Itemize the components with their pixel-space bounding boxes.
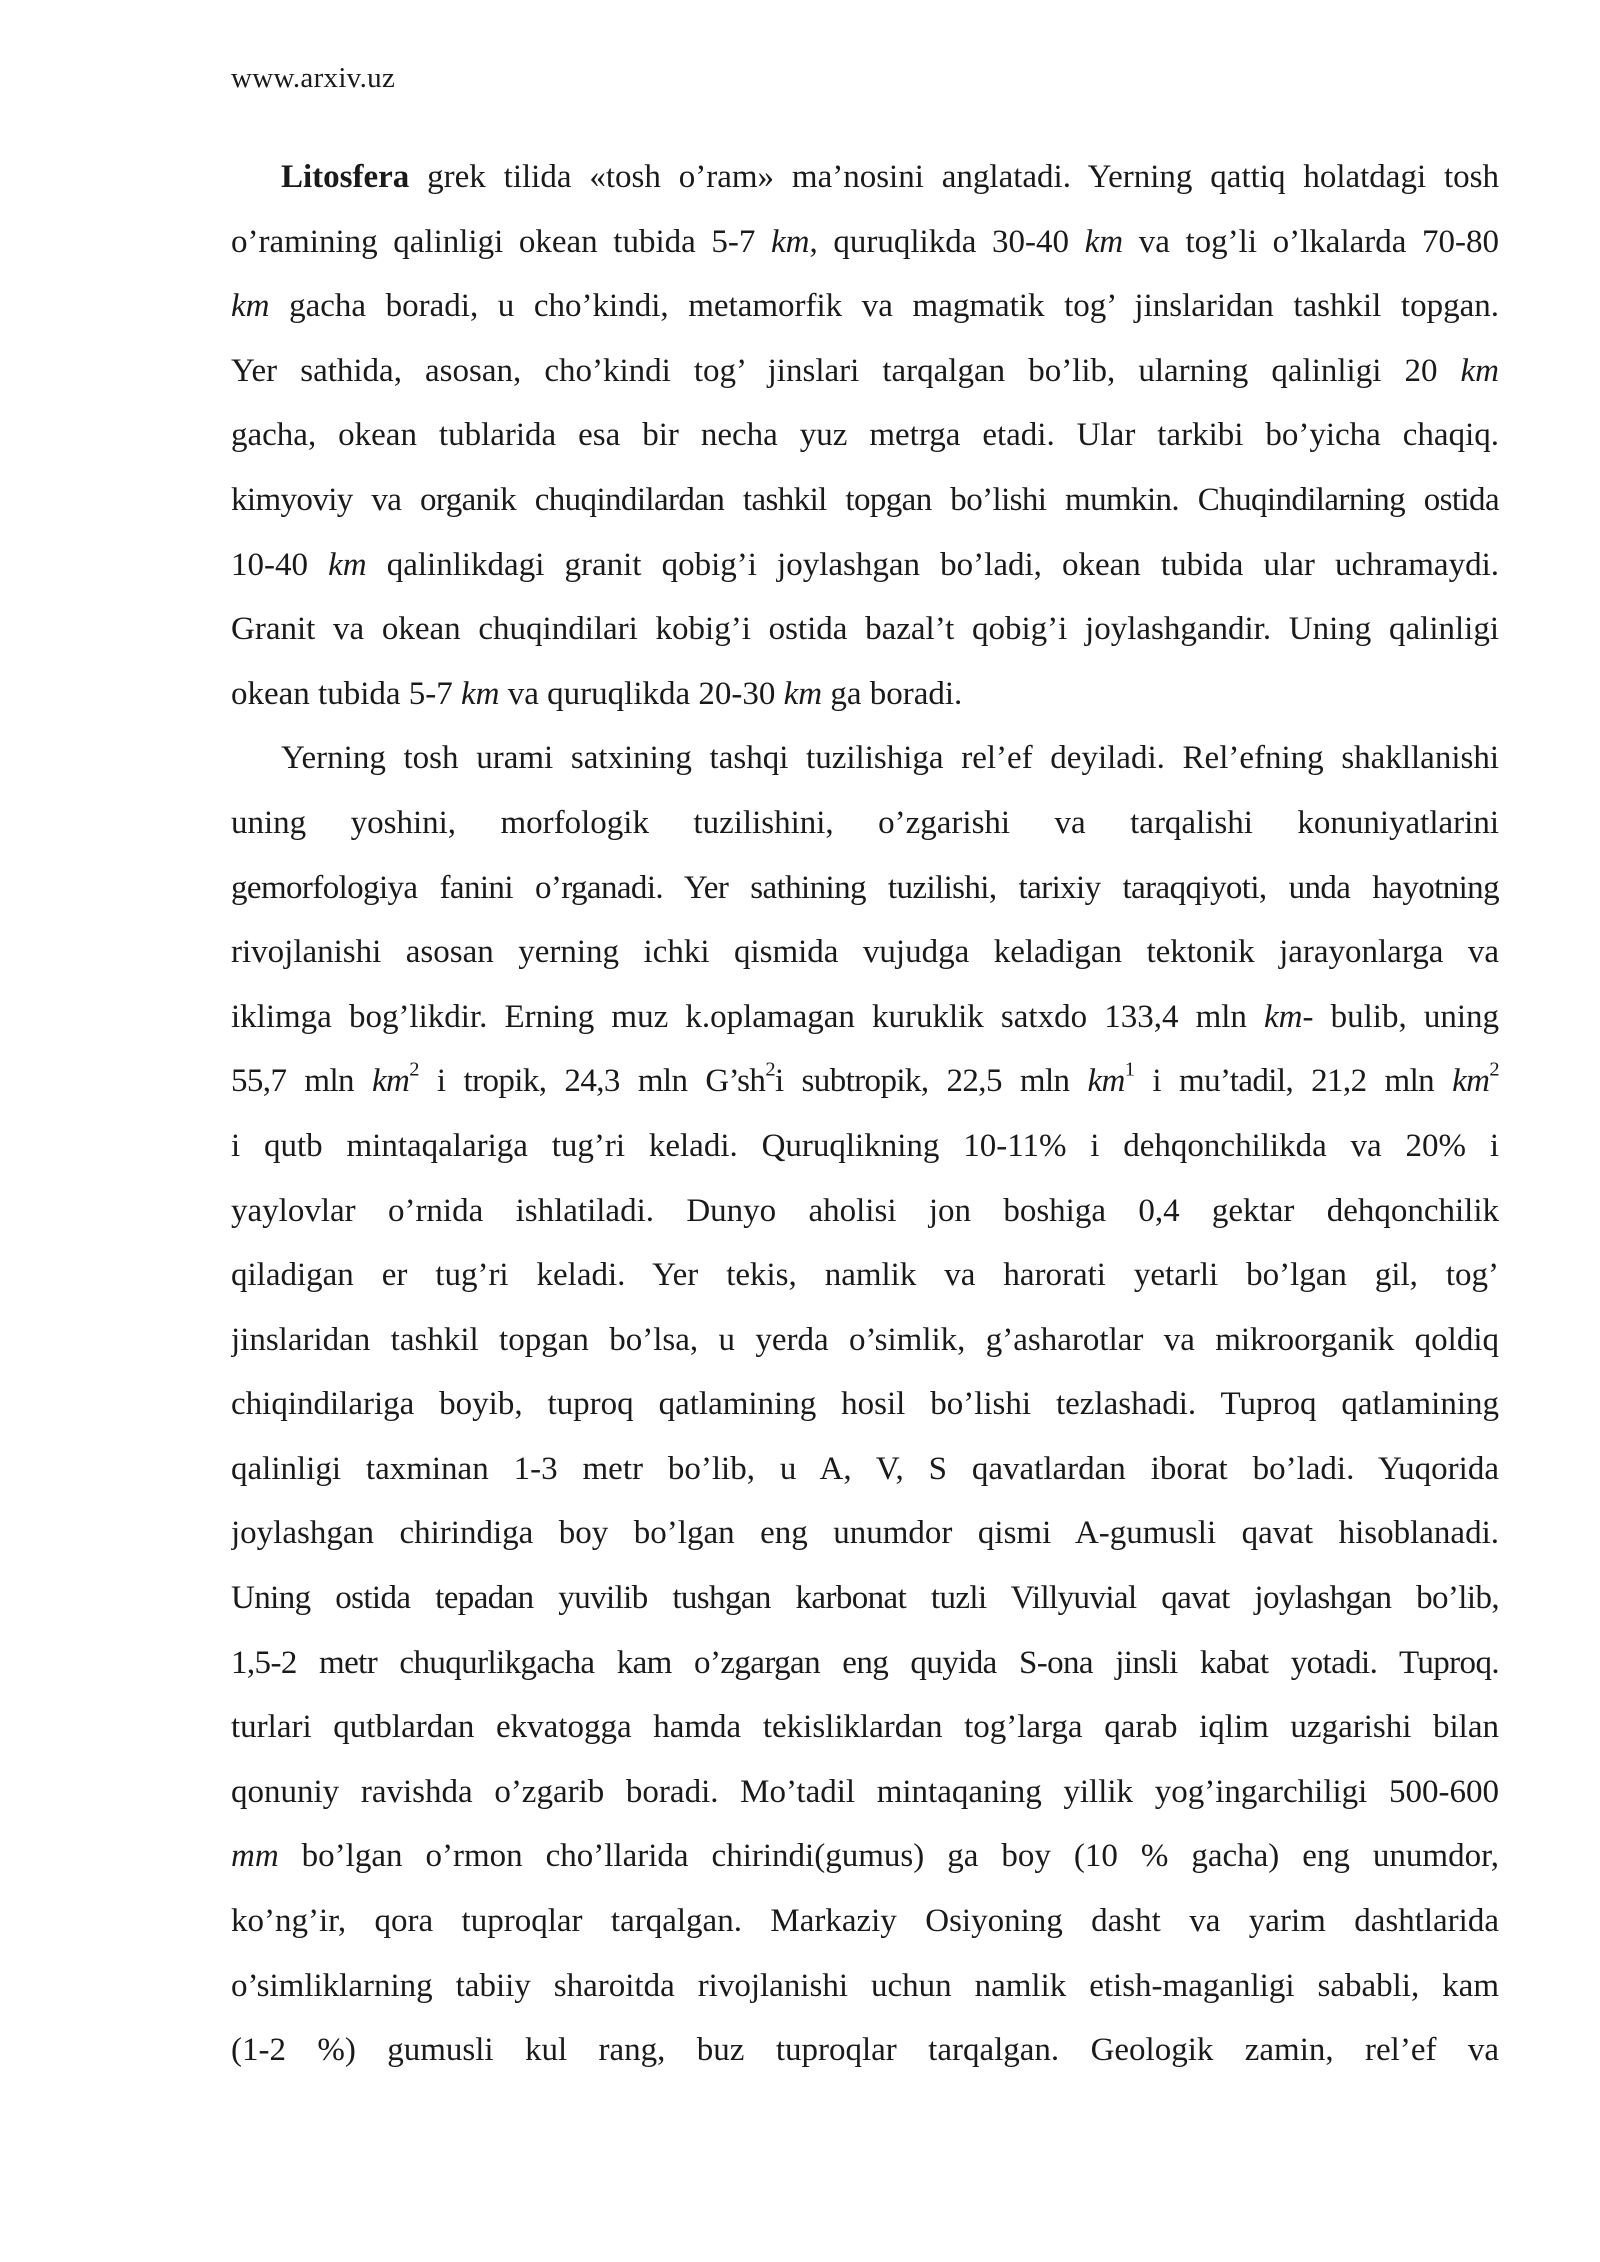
text-line: okean tubida 5-7 km va quruqlikda 20-30 km ga boradi. — [231, 675, 963, 712]
site-header: www.arxiv.uz — [231, 62, 396, 94]
text-line: Granit va okean chuqindilari kobig’i ostida bazal’t qobig’i joylashgandir. Uning qalinligi — [231, 611, 1499, 648]
text-line: o’simliklarning tabiiy sharoitda rivojlanishi uchun namlik etish-maganligi sababli, kam — [231, 1967, 1499, 2004]
text-line: (1-2 %) gumusli kul rang, buz tuproqlar tarqalgan. Geologik zamin, rel’ef va — [231, 2032, 1499, 2069]
text-line: 55,7 mln $km^2$ i tropik, 24,3 mln $G’sh^2i$ subtropik, 22,5 mln $km^1$ i mu’tadil, 21,2 mln $km^2$ — [231, 1058, 1499, 1100]
text-line: Yer sathida, asosan, cho’kindi tog’ jinslari tarqalgan bo’lib, ularning qalinligi 20 km — [231, 352, 1499, 389]
text-line: Yerning tosh urami satxining tashqi tuzilishiga rel’ef deyiladi. Rel’efning shakllanishi — [281, 740, 1499, 777]
text-line: rivojlanishi asosan yerning ichki qismida vujudga keladigan tektonik jarayonlarga va — [231, 934, 1499, 971]
text-line: qalinligi taxminan 1-3 metr bo’lib, u A, V, S qavatlardan iborat bo’ladi. Yuqorida — [231, 1450, 1499, 1487]
text-line: turlari qutblardan ekvatogga hamda tekisliklardan tog’larga qarab iqlim uzgarishi bilan — [231, 1709, 1499, 1746]
paragraph-relef — [231, 726, 1499, 2082]
text-line: qonuniy ravishda o’zgarib boradi. Mo’tadil mintaqaning yillik yog’ingarchiligi 500-600 — [231, 1773, 1499, 1810]
text-line: i qutb mintaqalariga tug’ri keladi. Quruqlikning 10-11% i dehqonchilikda va 20% i — [231, 1127, 1499, 1164]
text-line: Litosfera grek tilida «tosh o’ram» ma’nosini anglatadi. Yerning qattiq holatdagi tosh — [281, 159, 1499, 195]
text-line: Uning ostida tepadan yuvilib tushgan karbonat tuzli Villyuvial qavat joylashgan bo’lib, — [231, 1580, 1499, 1617]
text-line: ko’ng’ir, qora tuproqlar tarqalgan. Markaziy Osiyoning dasht va yarim dashtlarida — [231, 1903, 1499, 1940]
text-line: qiladigan er tug’ri keladi. Yer tekis, namlik va harorati yetarli bo’lgan gil, tog’ — [231, 1257, 1499, 1294]
body-text — [231, 145, 1499, 2083]
text-line: chiqindilariga boyib, tuproq qatlamining hosil bo’lishi tezlashadi. Tuproq qatlamining — [231, 1386, 1499, 1423]
text-line: yaylovlar o’rnida ishlatiladi. Dunyo aholisi jon boshiga 0,4 gektar dehqonchilik — [231, 1192, 1499, 1229]
text-line: jinslaridan tashkil topgan bo’lsa, u yerda o’simlik, g’asharotlar va mikroorganik qoldiq — [231, 1321, 1499, 1358]
text-line: gacha, okean tublarida esa bir necha yuz metrga etadi. Ular tarkibi bo’yicha chaqiq. — [231, 417, 1499, 454]
text-line: uning yoshini, morfologik tuzilishini, o’zgarishi va tarqalishi konuniyatlarini — [231, 804, 1499, 841]
text-line: kimyoviy va organik chuqindilardan tashkil topgan bo’lishi mumkin. Chuqindilarning ostida — [231, 481, 1499, 518]
text-line: o’ramining qalinligi okean tubida 5-7 km, quruqlikda 30-40 km va tog’li o’lkalarda 70-80 — [231, 223, 1499, 260]
text-line: km gacha boradi, u cho’kindi, metamorfik va magmatik tog’ jinslaridan tashkil topgan. — [231, 288, 1499, 325]
term-litosfera: Litosfera — [281, 159, 410, 195]
text-line: joylashgan chirindiga boy bo’lgan eng unumdor qismi A-gumusli qavat hisoblanadi. — [231, 1515, 1499, 1552]
text-line: 10-40 km qalinlikdagi granit qobig’i joylashgan bo’ladi, okean tubida ular uchramaydi. — [231, 546, 1499, 583]
text-line: gemorfologiya fanini o’rganadi. Yer sathining tuzilishi, tarixiy taraqqiyoti, unda hayotning — [231, 869, 1499, 906]
text-line: mm bo’lgan o’rmon cho’llarida chirindi(gumus) ga boy (10 % gacha) eng unumdor, — [231, 1838, 1499, 1875]
text-line: 1,5-2 metr chuqurlikgacha kam o’zgargan eng quyida S-ona jinsli kabat yotadi. Tuproq. — [231, 1644, 1499, 1681]
paragraph-litosfera — [231, 145, 1499, 726]
text-line: iklimga bog’likdir. Erning muz k.oplamagan kuruklik satxdo 133,4 mln km- bulib, uning — [231, 998, 1499, 1035]
